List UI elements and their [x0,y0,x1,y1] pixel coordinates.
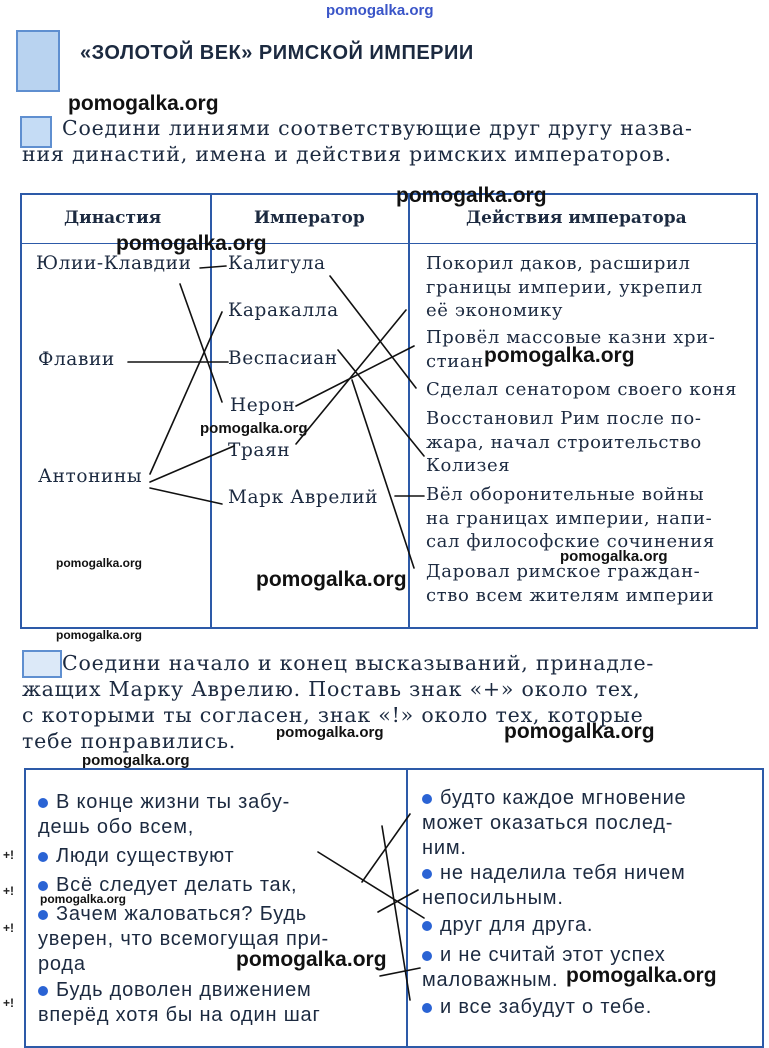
quote-line: В конце жизни ты забу- [56,791,291,813]
connection-line [150,446,234,482]
quote-line: уверен, что всемогущая при- [38,928,330,950]
watermark: pomogalka.org [116,232,267,255]
connection-line [180,284,222,402]
action-line: ство всем жителям империи [426,584,715,606]
emperor-marcus-aurelius: Марк Аврелий [228,487,379,508]
section-title: «ЗОЛОТОЙ ВЕК» РИМСКОЙ ИМПЕРИИ [80,42,474,64]
action-line: её экономику [426,300,564,321]
action-line: Вёл оборонительные войны [426,484,705,505]
margin-mark: +! [3,921,15,935]
quote-line: Всё следует делать так, [56,874,298,896]
emperor-caligula: Калигула [228,253,326,274]
quote-line: рода [38,953,86,975]
header-dynasty: Династия [64,208,162,228]
connection-line [296,310,406,444]
connection-line [352,380,414,568]
quote-line: непосильным. [422,887,564,909]
quote-line: будто каждое мгновение [440,787,687,809]
quote-line: вперёд хотя бы на один шаг [38,1004,321,1026]
action-line: сал философские сочинения [426,531,715,552]
dynasty-flavian: Флавии [38,349,115,370]
watermark: pomogalka.org [200,420,308,437]
quote-line: маловажным. [422,969,559,991]
quote-line: ним. [422,837,467,859]
dynasty-antonine: Антонины [38,466,143,487]
watermark: pomogalka.org [256,568,407,591]
header-actions: Действия императора [466,208,687,228]
connection-line [150,312,222,474]
connection-line [296,346,414,406]
emperor-caracalla: Каракалла [228,300,339,321]
action-line: жара, начал строительство [426,431,702,453]
task1-text-line1: Соедини линиями соответствующие друг другу назва- [62,116,693,140]
quote-line: может оказаться послед- [422,812,674,834]
watermark: pomogalka.org [326,2,434,19]
watermark: pomogalka.org [566,964,717,987]
margin-mark: +! [3,996,15,1010]
emperor-trajan: Траян [228,440,291,461]
quote-line: Люди существуют [56,845,235,867]
watermark: pomogalka.org [68,92,219,115]
watermark: pomogalka.org [82,752,190,769]
header-emperor: Император [254,208,365,228]
action-line: на границах империи, напи- [426,507,713,529]
quote-line: друг для друга. [440,914,594,936]
margin-mark: +! [3,848,15,862]
watermark: pomogalka.org [56,556,143,570]
task1-text-line2: ния династий, имена и действия римских императоров. [22,142,672,166]
action-line: Покорил даков, расширил [426,253,691,274]
emperor-nero: Нерон [230,395,296,416]
task2-text-line3: с которыми ты согласен, знак «!» около тех, которые [22,703,644,727]
connection-line [380,968,420,976]
connection-line [330,276,416,388]
quote-line: не наделила тебя ничем [440,862,686,884]
action-line: Провёл массовые казни хри- [426,327,716,348]
quote-line: Зачем жаловаться? Будь [56,903,308,925]
quote-line: дешь обо всем, [38,816,195,838]
connection-line [338,350,424,456]
action-line: Сделал сенатором своего коня [426,379,738,400]
watermark: pomogalka.org [504,720,655,743]
action-line: Восстановил Рим после по- [426,408,702,429]
watermark: pomogalka.org [236,948,387,971]
watermark: pomogalka.org [40,892,127,906]
watermark: pomogalka.org [276,724,384,741]
watermark: pomogalka.org [484,344,635,367]
quote-line: и не считай этот успех [440,944,666,966]
connection-line [318,852,424,918]
task2-text-line1: Соедини начало и конец высказываний, принадле- [62,651,655,675]
watermark: pomogalka.org [396,184,547,207]
watermark: pomogalka.org [56,628,143,642]
action-line: Даровал римское граждан- [426,561,701,582]
connection-line [150,488,222,504]
connection-line [200,266,226,268]
watermark: pomogalka.org [560,548,668,565]
dynasty-julio-claudian: Юлии-Клавдии [36,253,192,274]
margin-mark: +! [3,884,15,898]
quote-line: Будь доволен движением [56,979,312,1001]
quote-line: и все забудут о тебе. [440,996,653,1018]
emperor-vespasian: Веспасиан [228,348,338,369]
task2-text-line2: жащих Марку Аврелию. Поставь знак «+» около тех, [22,677,641,701]
action-line: Колизея [426,455,511,476]
action-line: границы империи, укрепил [426,276,703,298]
connection-line [382,826,410,1000]
action-line: стиан [426,350,484,372]
task2-text-line4: тебе понравились. [22,729,237,753]
